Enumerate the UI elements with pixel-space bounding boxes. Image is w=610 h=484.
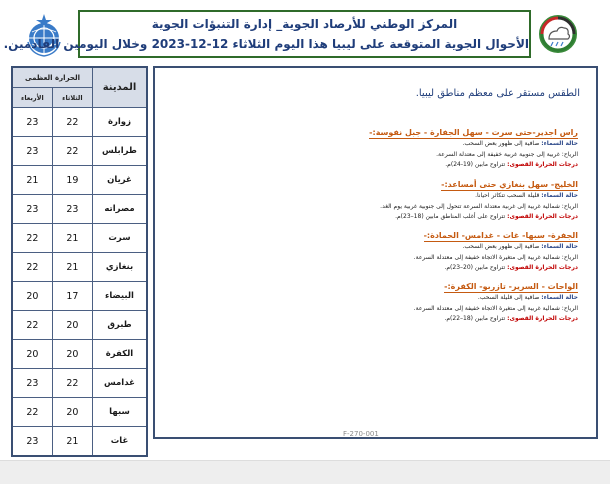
- temp-tuesday: 22: [52, 137, 92, 166]
- temp-wednesday: 22: [12, 398, 52, 427]
- temp-tuesday: 22: [52, 369, 92, 398]
- region-title: الخليج- سهل بنغازي حتى أمساعد:-: [441, 180, 578, 189]
- temp-tuesday: 21: [52, 253, 92, 282]
- city-name: بنغازي: [93, 253, 148, 282]
- region-title: الجفرة- سبها- غات - غدامس- الحمادة:-: [423, 231, 578, 240]
- sky-value: قليلة السحب تتكاثر احيانا.: [475, 192, 540, 199]
- temp-label: درجات الحرارة القصوى:: [507, 264, 578, 271]
- table-row: [12, 224, 147, 253]
- sky-label: حالة السماء:: [541, 243, 578, 250]
- city-name: غات: [93, 427, 148, 457]
- ncm-logo-icon: [538, 14, 578, 54]
- table-header-city: المدينة: [93, 67, 148, 108]
- city-name: سرت: [93, 224, 148, 253]
- wind-label: الرياح:: [561, 202, 578, 210]
- table-row: [12, 253, 147, 282]
- forecast-report-panel: [153, 66, 598, 439]
- wind-label: الرياح:: [561, 150, 578, 158]
- table-header-wednesday: الأربعاء: [12, 88, 52, 108]
- wind-label: الرياح:: [561, 304, 578, 312]
- wind-value: غربية إلى جنوبية غربية خفيفة إلى معتدلة السرعة.: [436, 150, 560, 158]
- header-subtitle: الأحوال الجوية المتوقعة على ليبيا هذا اليوم الثلاثاء 12-12-2023 وخلال اليومين القادمين.: [3, 37, 529, 51]
- temp-label: درجات الحرارة القصوى:: [507, 315, 578, 322]
- temp-label: درجات الحرارة القصوى:: [507, 213, 578, 220]
- temp-tuesday: 20: [52, 340, 92, 369]
- temp-wednesday: 23: [12, 369, 52, 398]
- table-header-max-temp: الحرارة العظمى: [12, 67, 93, 88]
- header-box: [3, 10, 531, 58]
- city-name: طبرق: [93, 311, 148, 340]
- region-block-west: [369, 120, 578, 171]
- temperature-table: [11, 66, 148, 457]
- city-name: الكفرة: [93, 340, 148, 369]
- temp-tuesday: 19: [52, 166, 92, 195]
- sky-value: صافية إلى قليلة السحب.: [477, 294, 540, 301]
- temp-label: درجات الحرارة القصوى:: [507, 161, 578, 168]
- table-row: [12, 195, 147, 224]
- city-name: زوارة: [93, 108, 148, 137]
- temp-wednesday: 22: [12, 224, 52, 253]
- wind-value: شمالية غربية إلى غربية معتدلة السرعة تتحول إلى جنوبية غربية يوم الغد.: [380, 202, 560, 210]
- city-name: غريان: [93, 166, 148, 195]
- sky-label: حالة السماء:: [541, 294, 578, 301]
- table-header-tuesday: الثلاثاء: [52, 88, 92, 108]
- temp-tuesday: 23: [52, 195, 92, 224]
- sky-line: [369, 139, 578, 150]
- temp-wednesday: 23: [12, 137, 52, 166]
- page-bottom-strip: [0, 460, 610, 484]
- sky-line: [380, 191, 578, 202]
- sky-line: [414, 293, 578, 304]
- sky-label: حالة السماء:: [541, 192, 578, 199]
- city-name: مصراته: [93, 195, 148, 224]
- temp-wednesday: 21: [12, 166, 52, 195]
- temp-wednesday: 23: [12, 108, 52, 137]
- table-row: [12, 108, 147, 137]
- table-row: [12, 137, 147, 166]
- sky-value: صافية إلى ظهور بعض السحب.: [462, 140, 540, 147]
- wind-label: الرياح:: [561, 253, 578, 261]
- city-name: طرابلس: [93, 137, 148, 166]
- table-row: [12, 282, 147, 311]
- temp-tuesday: 20: [52, 311, 92, 340]
- wmo-logo-icon: [26, 12, 62, 58]
- temp-tuesday: 22: [52, 108, 92, 137]
- table-row: [12, 340, 147, 369]
- form-code: F-270-001: [343, 430, 379, 438]
- temp-tuesday: 20: [52, 398, 92, 427]
- table-row: [12, 427, 147, 457]
- region-title: الواحات - السرير- تازربو- الكفرة:-: [444, 282, 578, 291]
- temp-wednesday: 22: [12, 253, 52, 282]
- city-name: غدامس: [93, 369, 148, 398]
- temp-value: تتراوح مابين (19-24)م.: [445, 161, 506, 168]
- wind-value: شمالية غربية إلى متغيرة الاتجاه خفيفة إلى معتدلة السرعة.: [413, 253, 560, 261]
- temp-wednesday: 23: [12, 427, 52, 457]
- region-block-oases: [414, 274, 578, 325]
- temp-wednesday: 23: [12, 195, 52, 224]
- temp-line: [380, 212, 578, 223]
- temp-wednesday: 20: [12, 282, 52, 311]
- temp-value: تتراوح مابين (20–23)م.: [444, 264, 506, 271]
- sky-line: [414, 242, 578, 253]
- region-title: راس اجدير-حتى سرت - سهل الجفارة - جبل نفوسة:-: [369, 128, 578, 137]
- wind-line: [414, 304, 578, 315]
- temp-value: تتراوح مابين (18–22)م.: [444, 315, 506, 322]
- wind-value: شمالية غربية إلى متغيرة الاتجاه خفيفة إلى معتدلة السرعة.: [413, 304, 560, 312]
- region-block-east: [380, 172, 578, 223]
- temp-wednesday: 22: [12, 311, 52, 340]
- sky-label: حالة السماء:: [541, 140, 578, 147]
- header-title: المركز الوطني للأرصاد الجوية_ إدارة التنبؤات الجوية: [151, 17, 458, 31]
- temp-line: [414, 263, 578, 274]
- wind-line: [369, 150, 578, 161]
- city-name: البيضاء: [93, 282, 148, 311]
- wind-line: [414, 253, 578, 264]
- temp-tuesday: 21: [52, 427, 92, 457]
- city-name: سبها: [93, 398, 148, 427]
- temp-wednesday: 20: [12, 340, 52, 369]
- wind-line: [380, 202, 578, 213]
- table-row: [12, 369, 147, 398]
- table-row: [12, 398, 147, 427]
- temp-tuesday: 17: [52, 282, 92, 311]
- table-row: [12, 166, 147, 195]
- temp-line: [414, 314, 578, 325]
- temp-tuesday: 21: [52, 224, 92, 253]
- region-block-south: [414, 223, 578, 274]
- table-row: [12, 311, 147, 340]
- temp-value: تتراوح على أغلب المناطق مابين (18–23)م.: [395, 213, 506, 220]
- forecast-summary: الطقس مستقر على معظم مناطق ليبيا.: [415, 88, 580, 99]
- temp-line: [369, 160, 578, 171]
- sky-value: صافية إلى ظهور بعض السحب.: [462, 243, 540, 250]
